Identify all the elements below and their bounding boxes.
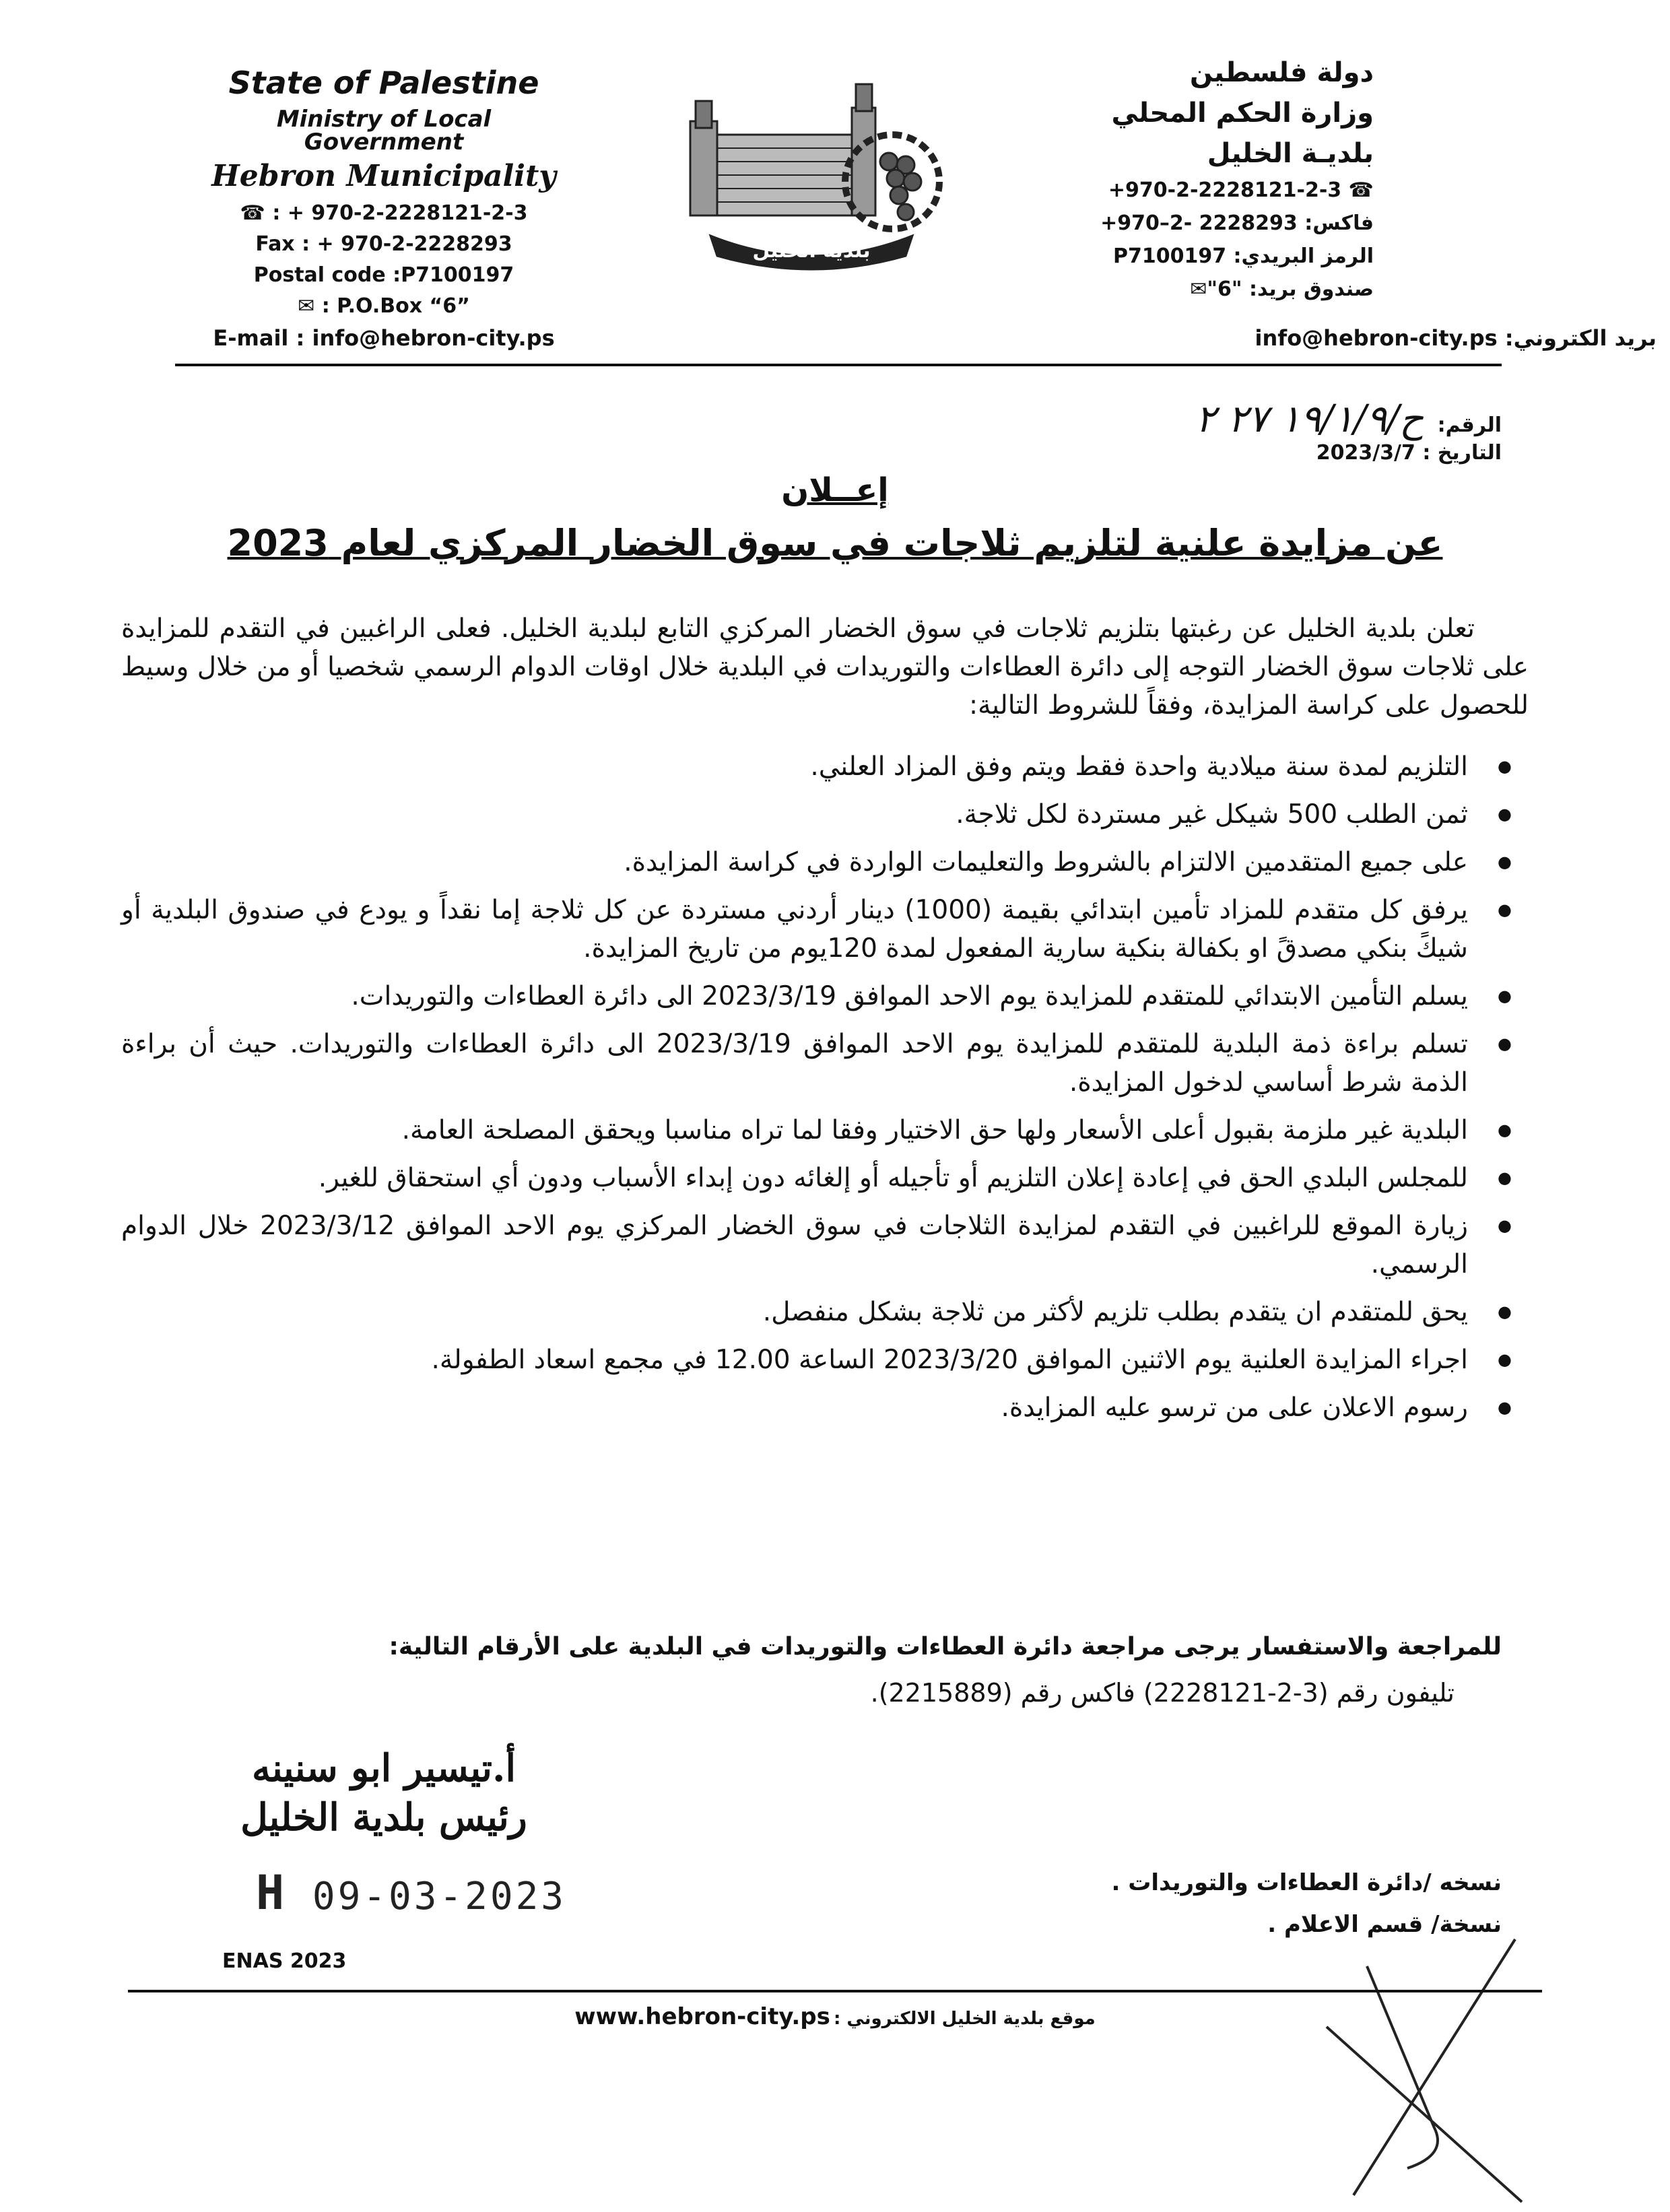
footer <box>0 2003 1670 2030</box>
pobox-line-en <box>195 296 572 316</box>
envelope-icon: ✉ <box>1190 277 1207 301</box>
list-item: ● يحق للمتقدم ان يتقدم بطلب تلزيم لأكثر من ثلاجة بشكل منفصل. <box>121 1293 1468 1331</box>
phone-icon: ☎ <box>240 201 265 225</box>
list-item: ● يسلم التأمين الابتدائي للمتقدم للمزايدة يوم الاحد الموافق 2023/3/19 الى دائرة العطاءات والتوريدات. <box>121 977 1468 1015</box>
logo-banner-text: بلدية الخليل <box>752 239 871 263</box>
header-divider <box>175 364 1502 366</box>
list-item: ● يرفق كل متقدم للمزاد تأمين ابتدائي بقيمة (1000) دينار أردني مستردة عن كل ثلاجة إما نقداً و يودع في صندوق البلدية أو شيكً بنكي مصدقً او بكفالة بنكية سارية المفعول لمدة 120يوم من تاريخ المزايدة. <box>121 891 1468 968</box>
stamp-date: 09-03-2023 <box>312 1875 567 1918</box>
envelope-icon: ✉ <box>298 294 315 318</box>
signature-block <box>182 1744 586 1842</box>
date-stamp <box>256 1865 566 1920</box>
list-item: ● تسلم براءة ذمة البلدية للمتقدم للمزايدة يوم الاحد الموافق 2023/3/19 الى دائرة العطاءات والتوريدات. حيث أن براءة الذمة شرط أساسي لدخول المزايدة. <box>121 1025 1468 1102</box>
stamp-letter: H <box>256 1865 288 1920</box>
copy-line: نسخه /دائرة العطاءات والتوريدات . <box>1111 1869 1502 1896</box>
hebron-municipality-logo <box>663 81 960 283</box>
announcement-subtitle: عن مزايدة علنية لتلزيم ثلاجات في سوق الخضار المركزي لعام 2023 <box>227 522 1443 564</box>
municipality-name-ar: بلديـة الخليل <box>1207 138 1374 169</box>
footer-label: موقع بلدية الخليل الالكتروني : <box>833 2009 1096 2029</box>
pobox-value-en: : P.O.Box “6” <box>321 294 470 318</box>
postal-line-en: Postal code :P7100197 <box>253 263 514 287</box>
contact-block <box>88 1633 1502 1708</box>
handwritten-scribble <box>1313 1926 1535 2209</box>
state-name-en: State of Palestine <box>228 65 539 101</box>
list-item: ● رسوم الاعلان على من ترسو عليه المزايدة. <box>121 1388 1468 1427</box>
copy-line: نسخة/ قسم الاعلام . <box>1267 1911 1502 1938</box>
ref-number-value: ح/١٩/١/٩ ٢٧ ٢ <box>1195 397 1424 441</box>
pobox-value-ar: صندوق بريد: "6" <box>1207 277 1374 301</box>
ref-number-line <box>1098 397 1502 441</box>
intro-paragraph: تعلن بلدية الخليل عن رغبتها بتلزيم ثلاجات في سوق الخضار المركزي التابع لبلدية الخليل. فعلى الراغبين في التقدم للمزايدة على ثلاجات سوق الخضار التوجه إلى دائرة العطاءات والتوريدات في البلدية خلال اوقات الدوام الرسمي شخصيا أو من خلال وسيط للحصول على كراسة المزايدة، وفقاً للشروط التالية: <box>121 613 1529 720</box>
footer-divider <box>128 1990 1542 1992</box>
list-item: ● اجراء المزايدة العلنية يوم الاثنين الموافق 2023/3/20 الساعة 12.00 في مجمع اسعاد الطفولة. <box>121 1341 1468 1379</box>
ref-date-value: 2023/3/7 <box>1316 441 1415 465</box>
announcement-title: إعــلان <box>781 471 889 509</box>
phone-value-ar: +970-2-2228121-2-3 <box>1108 178 1342 202</box>
pobox-line-ar <box>1077 277 1374 301</box>
reference-block <box>1098 397 1502 465</box>
signatory-title: رئيس بلدية الخليل <box>240 1795 527 1840</box>
typist-initials: ENAS 2023 <box>222 1949 347 1973</box>
ref-number-label: الرقم: <box>1437 413 1502 437</box>
header-arabic <box>1077 57 1657 351</box>
list-item: ● زيارة الموقع للراغبين في التقدم لمزايدة الثلاجات في سوق الخضار المركزي يوم الاحد الموافق 2023/3/12 خلال الدوام الرسمي. <box>121 1207 1468 1283</box>
list-item: ● البلدية غير ملزمة بقبول أعلى الأسعار ولها حق الاختيار وفقا لما تراه مناسبا ويحقق المصلحة العامة. <box>121 1111 1468 1149</box>
state-name-ar: دولة فلسطين <box>1189 57 1374 88</box>
signatory-name: أ.تيسير ابو سنينه <box>252 1746 516 1790</box>
phone-line-en <box>195 203 572 224</box>
postal-line-ar: الرمز البريدي: P7100197 <box>1113 244 1374 268</box>
phone-value-en: : + 970-2-2228121-2-3 <box>272 201 528 225</box>
list-item: ● للمجلس البلدي الحق في إعادة إعلان التلزيم أو تأجيله أو إلغائه دون إبداء الأسباب ودون أي استحقاق للغير. <box>121 1159 1468 1197</box>
conditions-list <box>121 747 1542 1436</box>
fax-line-en: Fax : + 970-2-2228293 <box>255 232 512 256</box>
ref-date-label: التاريخ : <box>1422 441 1502 465</box>
footer-url[interactable]: www.hebron-city.ps <box>574 2003 830 2030</box>
list-item: ● على جميع المتقدمين الالتزام بالشروط والتعليمات الواردة في كراسة المزايدة. <box>121 843 1468 881</box>
fax-line-ar: فاكس: 2228293 -2–970+ <box>1100 211 1374 235</box>
phone-line-ar <box>1077 178 1374 202</box>
header-english <box>195 67 572 349</box>
phone-icon: ☎ <box>1348 178 1374 202</box>
contact-numbers: تليفون رقم (3-2-2228121) فاكس رقم (2215889). <box>870 1678 1455 1708</box>
email-line-en: E-mail : info@hebron-city.ps <box>213 325 555 351</box>
list-item: ● التلزيم لمدة سنة ميلادية واحدة فقط ويتم وفق المزاد العلني. <box>121 747 1468 786</box>
contact-intro: للمراجعة والاستفسار يرجى مراجعة دائرة العطاءات والتوريدات في البلدية على الأرقام التالية: <box>389 1633 1502 1661</box>
municipality-name-en: Hebron Municipality <box>211 159 556 193</box>
email-line-ar: بريد الكتروني: info@hebron-city.ps <box>1255 325 1657 351</box>
ministry-name-en: Ministry of Local Government <box>276 106 492 156</box>
ministry-name-ar: وزارة الحكم المحلي <box>1111 98 1374 129</box>
list-item: ● ثمن الطلب 500 شيكل غير مستردة لكل ثلاجة. <box>121 795 1468 834</box>
ref-date-line <box>1098 441 1502 465</box>
